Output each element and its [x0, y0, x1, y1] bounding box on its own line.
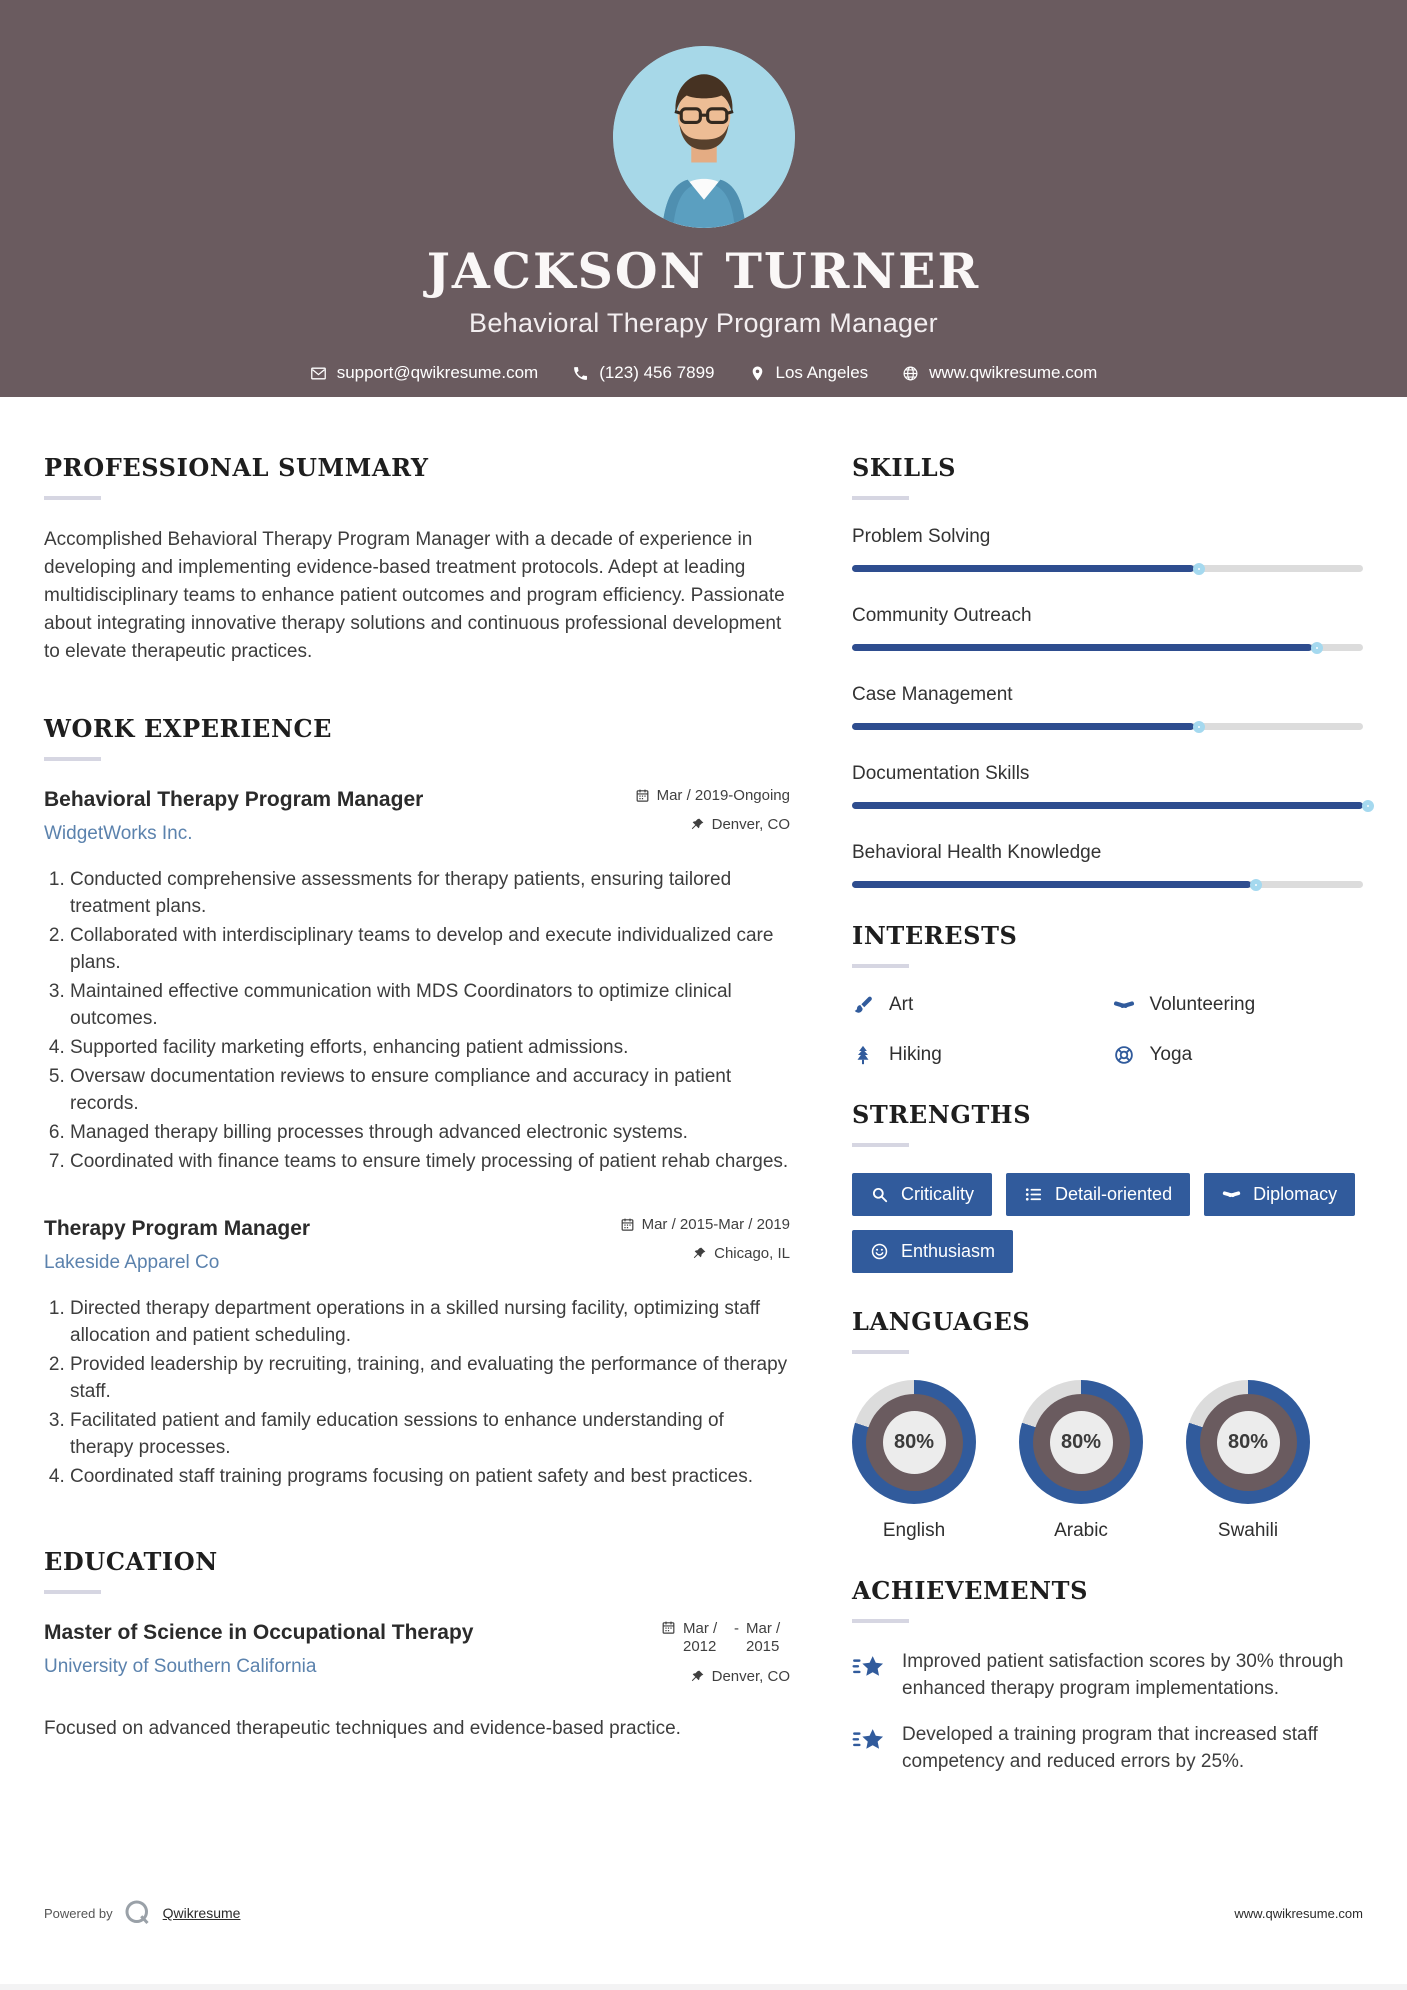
achievement-text: Improved patient satisfaction scores by 30% through enhanced therapy program implementations.: [902, 1651, 1344, 1699]
pushpin-icon: [692, 1246, 707, 1261]
heading-rule: [852, 1619, 909, 1623]
qwikresume-logo-icon: [123, 1898, 153, 1928]
section-languages: [852, 1307, 1363, 1542]
skill-bar: [852, 881, 1363, 888]
interest-item: [1113, 1044, 1364, 1066]
right-column: [852, 453, 1363, 1817]
skill-name: Community Outreach: [852, 605, 1032, 626]
contact-website[interactable]: [902, 363, 1097, 383]
strength-badge: [1204, 1173, 1355, 1216]
tree-icon: [852, 1044, 874, 1066]
language-donut-chart: [852, 1380, 976, 1504]
strength-label: Diplomacy: [1253, 1184, 1338, 1204]
section-heading: WORK EXPERIENCE: [44, 713, 333, 743]
language-percent: 80%: [893, 1430, 935, 1453]
skill-bar: [852, 723, 1363, 730]
section-heading: STRENGTHS: [852, 1100, 1032, 1129]
contact-bar: [0, 363, 1407, 383]
interest-label: Volunteering: [1149, 994, 1256, 1015]
footer-website[interactable]: www.qwikresume.com: [1234, 1905, 1363, 1921]
contact-phone-text: (123) 456 7899: [599, 363, 715, 382]
interest-item: [1113, 994, 1364, 1016]
job-dates: Mar / 2019-Ongoing: [656, 786, 790, 804]
calendar-icon: [661, 1620, 676, 1635]
powered-by-label: Powered by: [44, 1905, 113, 1921]
section-heading: ACHIEVEMENTS: [852, 1576, 1089, 1605]
job-bullet: 5. Oversaw documentation reviews to ensure compliance and accuracy in patient records.: [70, 1064, 790, 1118]
school-link[interactable]: University of Southern California: [44, 1655, 317, 1677]
pushpin-icon: [690, 1669, 705, 1684]
skill-name: Problem Solving: [852, 526, 991, 547]
section-work-experience: [44, 714, 790, 1491]
contact-location: [749, 363, 869, 383]
avatar: [613, 46, 795, 228]
heading-rule: [44, 1590, 101, 1594]
contact-location-text: Los Angeles: [775, 363, 869, 382]
contact-email[interactable]: [310, 363, 539, 383]
heading-rule: [852, 1350, 909, 1354]
job-bullet: 7. Coordinated with finance teams to ensure timely processing of patient rehab charges.: [70, 1149, 790, 1176]
strength-badge: [1006, 1173, 1190, 1216]
heading-rule: [852, 1143, 909, 1147]
strength-label: Detail-oriented: [1055, 1184, 1173, 1204]
language-item: [1186, 1380, 1310, 1542]
education-location: Denver, CO: [711, 1667, 790, 1685]
skill-row: [852, 684, 1363, 730]
achievement-item: [852, 1649, 1363, 1702]
handshake-icon: [1113, 994, 1135, 1016]
job-bullet: 1. Directed therapy department operations in a skilled nursing facility, optimizing staff allocation and patient scheduling.: [70, 1296, 790, 1350]
strength-label: Criticality: [901, 1184, 975, 1204]
job-dates: Mar / 2015-Mar / 2019: [641, 1215, 790, 1233]
education-description: Focused on advanced therapeutic techniques and evidence-based practice.: [44, 1717, 681, 1739]
summary-text: Accomplished Behavioral Therapy Program Manager with a decade of experience in developing and implementing evidence-based treatment protocols. Adept at leading multidisciplinary teams to enhance patient outcomes and program efficiency. Passionate about integrating innovative therapy solutions and continuous professional development to elevate therapeutic practices.: [44, 529, 785, 662]
job-bullet: 2. Collaborated with interdisciplinary teams to develop and execute individualized care plans.: [70, 923, 790, 977]
contact-website-text: www.qwikresume.com: [929, 363, 1098, 382]
job-bullet: 3. Facilitated patient and family education sessions to enhance understanding of therapy processes.: [70, 1408, 790, 1462]
job-bullet: 4. Supported facility marketing efforts, enhancing patient admissions.: [70, 1035, 790, 1062]
slider-handle-icon: [1193, 721, 1205, 733]
calendar-icon: [635, 788, 650, 803]
achievement-text: Developed a training program that increased staff competency and reduced errors by 25%.: [902, 1724, 1318, 1772]
skill-name: Case Management: [852, 684, 1013, 705]
section-skills: [852, 453, 1363, 888]
page-bottom-edge: [0, 1984, 1407, 1990]
heading-rule: [44, 496, 101, 500]
location-pin-icon: [749, 365, 766, 382]
section-interests: [852, 921, 1363, 1066]
phone-icon: [572, 365, 589, 382]
skill-row: [852, 605, 1363, 651]
education-date-start: Mar / 2012: [683, 1619, 718, 1655]
language-name: Arabic: [1054, 1520, 1108, 1541]
company-link[interactable]: WidgetWorks Inc.: [44, 822, 193, 844]
header: [0, 0, 1407, 397]
job-meta: [635, 787, 790, 845]
interest-item: [852, 1044, 1103, 1066]
job-title: Therapy Program Manager: [44, 1216, 311, 1240]
job-entry: [44, 1216, 790, 1491]
skill-row: [852, 763, 1363, 809]
paintbrush-icon: [852, 994, 874, 1016]
interest-label: Hiking: [889, 1044, 942, 1065]
skill-name: Documentation Skills: [852, 763, 1030, 784]
interest-label: Art: [889, 994, 914, 1015]
contact-email-text: support@qwikresume.com: [336, 363, 539, 382]
section-heading: LANGUAGES: [852, 1307, 1031, 1336]
list-icon: [1024, 1185, 1043, 1204]
language-donut-chart: [1019, 1380, 1143, 1504]
skill-name: Behavioral Health Knowledge: [852, 842, 1102, 863]
company-link[interactable]: Lakeside Apparel Co: [44, 1251, 220, 1273]
left-column: [44, 453, 790, 1817]
heading-rule: [44, 757, 101, 761]
strength-label: Enthusiasm: [901, 1241, 996, 1261]
magnifier-icon: [870, 1185, 889, 1204]
job-bullet: 4. Coordinated staff training programs focusing on patient safety and best practices.: [70, 1464, 790, 1491]
skill-bar: [852, 802, 1363, 809]
section-heading: SKILLS: [852, 453, 957, 482]
slider-handle-icon: [1250, 879, 1262, 891]
person-job-title: Behavioral Therapy Program Manager: [469, 308, 938, 338]
calendar-icon: [620, 1217, 635, 1232]
section-heading: PROFESSIONAL SUMMARY: [44, 453, 429, 482]
skill-bar: [852, 565, 1363, 572]
main-content: [0, 397, 1407, 1817]
language-name: English: [882, 1520, 946, 1541]
strength-badge: [852, 1230, 1013, 1273]
footer: [44, 1898, 1363, 1928]
heading-rule: [852, 964, 909, 968]
language-donut-chart: [1186, 1380, 1310, 1504]
slider-handle-icon: [1193, 563, 1205, 575]
skill-row: [852, 842, 1363, 888]
strength-badge: [852, 1173, 992, 1216]
job-bullet: 3. Maintained effective communication with MDS Coordinators to optimize clinical outcomes.: [70, 979, 790, 1033]
job-meta: [620, 1216, 790, 1274]
globe-icon: [902, 365, 919, 382]
job-bullet-list: [44, 1296, 790, 1491]
section-professional-summary: [44, 453, 790, 666]
interest-item: [852, 994, 1103, 1016]
person-name: JACKSON TURNER: [426, 242, 981, 300]
job-bullet-list: [44, 867, 790, 1176]
language-item: [1019, 1380, 1143, 1542]
job-bullet: 6. Managed therapy billing processes through advanced electronic systems.: [70, 1120, 790, 1147]
profile-photo: [613, 46, 795, 228]
section-education: [44, 1547, 790, 1743]
lifebuoy-icon: [1113, 1044, 1135, 1066]
job-entry: [44, 787, 790, 1176]
handshake-icon: [1222, 1185, 1241, 1204]
slider-handle-icon: [1362, 800, 1374, 812]
heading-rule: [852, 496, 909, 500]
section-heading: INTERESTS: [852, 921, 1018, 950]
date-separator: -: [734, 1619, 739, 1637]
job-bullet: 1. Conducted comprehensive assessments for therapy patients, ensuring tailored treatment plans.: [70, 867, 790, 921]
smiley-icon: [870, 1242, 889, 1261]
contact-phone: [572, 363, 714, 383]
qwikresume-link[interactable]: Qwikresume: [162, 1905, 241, 1921]
envelope-icon: [310, 365, 327, 382]
job-bullet: 2. Provided leadership by recruiting, training, and evaluating the performance of therapy staff.: [70, 1352, 790, 1406]
job-title: Behavioral Therapy Program Manager: [44, 787, 424, 811]
interest-label: Yoga: [1149, 1044, 1193, 1065]
education-date-end: Mar / 2015: [746, 1619, 781, 1655]
achievement-item: [852, 1722, 1363, 1775]
star-icon: [852, 1724, 886, 1758]
section-strengths: [852, 1100, 1363, 1273]
language-percent: 80%: [1060, 1430, 1102, 1453]
slider-handle-icon: [1311, 642, 1323, 654]
job-location: Denver, CO: [711, 815, 790, 833]
education-meta: [661, 1620, 790, 1697]
skill-bar: [852, 644, 1363, 651]
star-icon: [852, 1651, 886, 1685]
language-item: [852, 1380, 976, 1542]
degree-title: Master of Science in Occupational Therapy: [44, 1620, 474, 1644]
job-location: Chicago, IL: [714, 1244, 790, 1262]
section-achievements: [852, 1576, 1363, 1775]
skill-row: [852, 526, 1363, 572]
pushpin-icon: [690, 817, 705, 832]
language-name: Swahili: [1217, 1520, 1279, 1541]
section-heading: EDUCATION: [44, 1546, 218, 1576]
language-percent: 80%: [1227, 1430, 1269, 1453]
